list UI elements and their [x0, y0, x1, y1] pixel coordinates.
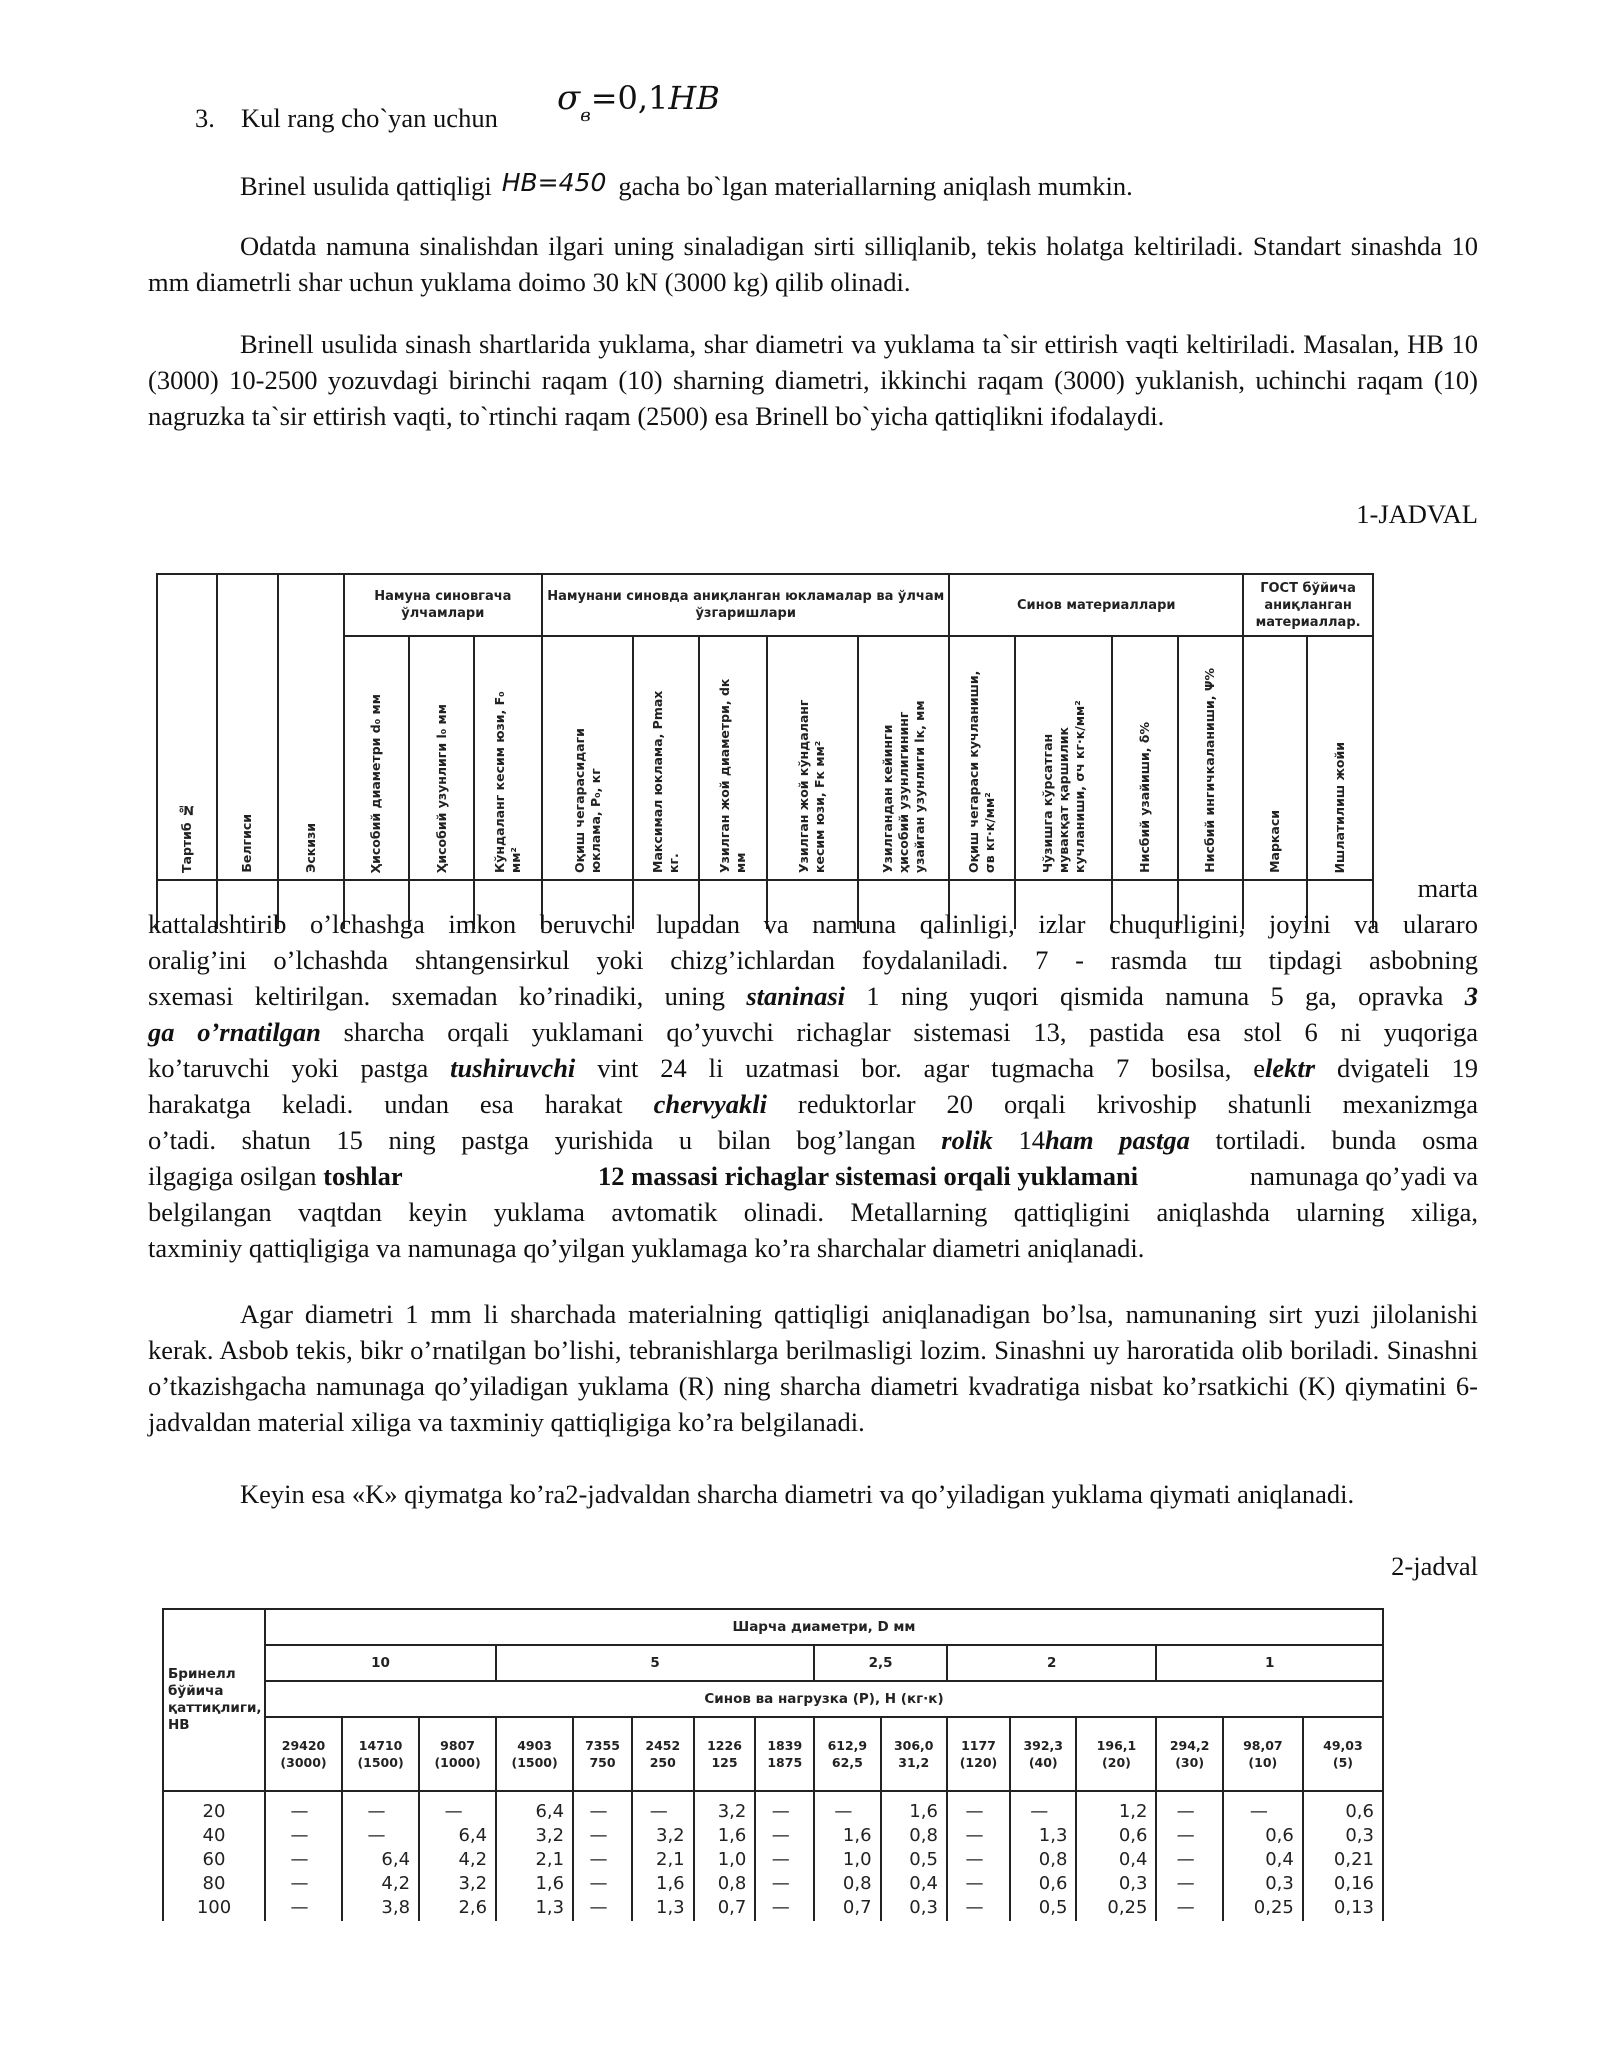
t2-load-value: 294,2	[1169, 1738, 1210, 1753]
t2-load-value: 7355	[585, 1738, 620, 1753]
emph-toshlar: toshlar	[323, 1161, 403, 1191]
t2-load-kg: (1000)	[434, 1755, 481, 1770]
t2-value-cell: 1,0	[842, 1849, 872, 1870]
t2-hb-value: 80	[202, 1873, 226, 1894]
t2-load-kg: 1875	[767, 1755, 803, 1770]
t2-dia-10: 10	[265, 1645, 496, 1681]
t2-load-kg: (3000)	[280, 1755, 327, 1770]
col-dk-label: Узилган жой диаметри, dк мм	[716, 678, 748, 873]
table2-caption: 2-jadval	[1391, 1551, 1478, 1581]
col-sigma-v	[949, 636, 1015, 880]
t2-load-cell	[632, 1717, 694, 1791]
col-sigma-ch-label: Чўзишга кўрсатган мувакқат қаршилик кучланиши, σч кг·к/мм²	[1039, 700, 1087, 873]
col-sketch	[278, 574, 343, 880]
para3-l3a: sxemasi keltirilgan. sxemadan ko’rinadiki, uning	[148, 981, 725, 1011]
t2-dia-2: 2	[947, 1645, 1157, 1681]
t2-load-kg: 31,2	[898, 1755, 930, 1770]
t2-value-cell: —	[771, 1897, 790, 1918]
col-pmax-label: Максимал юклама, Pmax кг.	[650, 690, 682, 873]
paragraph-3	[148, 906, 1478, 1266]
sigma-symbol: σ	[557, 78, 581, 118]
t2-load-cell	[1156, 1717, 1222, 1791]
t2-value-cell: 2,1	[656, 1849, 685, 1870]
t2-diameter-header: Шарча диаметри, D мм	[265, 1609, 1383, 1645]
t2-value-cell: 0,25	[1107, 1897, 1148, 1918]
t2-value-cell: —	[290, 1825, 309, 1846]
t2-value-cell: —	[965, 1825, 984, 1846]
t2-value-cell: —	[771, 1873, 790, 1894]
t2-load-value: 1839	[767, 1738, 803, 1753]
col-lk-label: Узилгандан кейинги ҳисобий узунлигининг узайган узунлиги lк, мм	[879, 700, 927, 873]
col-l0	[409, 636, 474, 880]
para3-l6a: harakatga keladi. undan esa harakat	[148, 1089, 623, 1119]
t2-value-cell: 1,0	[717, 1849, 747, 1870]
t2-value-cell: —	[290, 1801, 309, 1822]
t2-value-cell: 0,3	[1265, 1873, 1294, 1894]
t2-value-cell: —	[290, 1873, 309, 1894]
t2-load-cell	[1076, 1717, 1156, 1791]
table1-caption: 1-JADVAL	[1356, 499, 1478, 529]
t2-value-cell: 0,3	[1345, 1825, 1374, 1846]
t2-value-cell: 0,8	[909, 1825, 938, 1846]
t2-load-kg: (20)	[1102, 1755, 1131, 1770]
para3-line-9: belgilangan vaqtdan keyin yuklama avtomatik olinadi. Metallarning qattiqligini aniqlashda ularning xiliga,	[148, 1197, 1478, 1227]
para3-line-3	[148, 978, 1478, 1014]
t2-value-cell: —	[965, 1873, 984, 1894]
t2-value-cell: 1,2	[1118, 1801, 1148, 1822]
para3-line-2: oralig’ini o’lchashda shtangensirkul yoki chizg’ichlardan foydalaniladi. 7 - rasmda tш tipdagi asbobning	[148, 945, 1478, 975]
para3-l7c: tortiladi. bunda osma	[1215, 1125, 1479, 1155]
t2-load-value: 14710	[358, 1738, 403, 1753]
t2-value-cell: —	[589, 1849, 608, 1870]
t2-value-cell: —	[1176, 1825, 1195, 1846]
t2-value-cell: 0,8	[1038, 1849, 1068, 1870]
t2-value-column	[1076, 1791, 1156, 1921]
t2-value-cell: —	[367, 1825, 386, 1846]
t2-value-cell: —	[1176, 1849, 1195, 1870]
col-sigma-ch	[1015, 636, 1112, 880]
t2-value-cell: 0,16	[1333, 1873, 1374, 1894]
t2-value-cell: 1,3	[1038, 1825, 1068, 1846]
t2-load-value: 1226	[707, 1738, 742, 1753]
t2-value-cell: 0,3	[1118, 1873, 1148, 1894]
t2-load-cell	[496, 1717, 573, 1791]
t2-value-cell: 1,3	[535, 1897, 565, 1918]
t2-value-column	[1010, 1791, 1076, 1921]
t2-load-value: 392,3	[1023, 1738, 1064, 1753]
table-2-frame	[150, 1600, 1400, 1945]
para3-l8a: ilgagiga osilgan	[148, 1161, 317, 1191]
brinel-before: Brinel usulida qattiqligi	[240, 171, 492, 201]
col-usage-label: Ишлатилиш жойи	[1332, 741, 1347, 873]
t2-dia-5: 5	[496, 1645, 814, 1681]
t2-load-value: 2452	[645, 1738, 681, 1753]
col-sketch-label: Эскизи	[302, 823, 318, 873]
marta-word: marta	[1417, 873, 1478, 903]
t2-load-kg: 750	[589, 1755, 616, 1770]
emph-ham-pastga: ham pastga	[1044, 1125, 1190, 1155]
formula-rest: =0,1	[590, 79, 669, 117]
t2-value-cell: —	[965, 1801, 984, 1822]
t2-load-cell	[419, 1717, 496, 1791]
group-gost: ГОСТ бўйича аниқланган материаллар.	[1243, 574, 1373, 636]
t2-value-cell: 0,6	[1265, 1825, 1294, 1846]
t2-value-cell: 0,7	[842, 1897, 872, 1918]
list-item-3	[195, 78, 895, 150]
col-psi-label: Нисбий ингичкаланиши, Ψ%	[1202, 668, 1218, 873]
t2-value-cell: 3,2	[458, 1873, 488, 1894]
col-fk	[767, 636, 858, 880]
para3-line-8	[148, 1158, 1478, 1194]
paragraph-2: Brinell usulida sinash shartlarida yuklama, shar diametri va yuklama ta`sir ettirish vaqti keltiriladi. Masalan, HB 10 (3000) 10-2500 yozuvdagi birinchi raqam (10) sharning diametri, ikkinchi raqam (3000) yuklanish, uchinchi raqam (10) nagruzka ta`sir ettirish vaqti, to`rtinchi raqam (2500) esa Brinell bo`yicha qattiqlikni ifodalaydi.	[148, 329, 1478, 431]
t2-load-cell	[265, 1717, 342, 1791]
para3-l7b: 14	[1018, 1125, 1045, 1155]
t2-load-value: 4903	[517, 1738, 552, 1753]
t2-load-cell	[814, 1717, 880, 1791]
t2-dia-1: 1	[1156, 1645, 1383, 1681]
t2-load-value: 612,9	[827, 1738, 868, 1753]
col-sign	[217, 574, 278, 880]
t2-value-cell: 0,4	[909, 1873, 938, 1894]
t2-value-cell: 6,4	[381, 1849, 411, 1870]
t2-value-cell: —	[589, 1873, 608, 1894]
t2-value-cell: 3,2	[717, 1801, 747, 1822]
t2-load-header: Синов ва нагрузка (P), Н (кг·к)	[265, 1681, 1383, 1717]
table-1	[156, 573, 1374, 929]
t2-load-cell	[342, 1717, 419, 1791]
t2-value-cell: —	[1030, 1801, 1049, 1822]
group-during-test: Намунани синовда аниқланган юкламалар ва ўлчам ўзгаришлари	[542, 574, 949, 636]
t2-value-column	[881, 1791, 947, 1921]
t2-value-column	[1223, 1791, 1303, 1921]
t2-value-cell: 0,7	[717, 1897, 747, 1918]
t2-value-cell: 1,6	[656, 1873, 685, 1894]
brinel-line	[240, 168, 1340, 208]
t2-load-kg: (30)	[1175, 1755, 1205, 1770]
t2-load-kg: (120)	[959, 1755, 998, 1770]
t2-load-cell	[694, 1717, 756, 1791]
t2-value-cell: 0,13	[1333, 1897, 1374, 1918]
t2-load-cell	[881, 1717, 947, 1791]
t2-load-kg: 250	[649, 1755, 676, 1770]
list-text: Kul rang cho`yan uchun	[241, 103, 498, 133]
formula-hb: HB	[668, 79, 720, 117]
t2-value-cell: —	[771, 1849, 790, 1870]
col-sign-label: Белгиси	[239, 814, 255, 873]
t2-value-column	[1156, 1791, 1222, 1921]
emph-ornatilgan: ga o’rnatilgan	[148, 1017, 321, 1047]
t2-value-column	[632, 1791, 694, 1921]
brinel-math: HB=450	[501, 168, 607, 197]
para3-line-5	[148, 1050, 1478, 1086]
t2-load-kg: 125	[711, 1755, 738, 1770]
t2-value-cell: 3,2	[656, 1825, 685, 1846]
t2-value-cell: 0,5	[1038, 1897, 1068, 1918]
t2-load-value: 196,1	[1096, 1738, 1137, 1753]
t2-load-value: 1177	[961, 1738, 996, 1753]
t2-hb-values	[163, 1791, 265, 1921]
t2-value-column	[1303, 1791, 1383, 1921]
t2-load-kg: (1500)	[511, 1755, 558, 1770]
t2-value-cell: —	[771, 1825, 790, 1846]
col-dk	[699, 636, 767, 880]
paragraph-5: Keyin esa «K» qiymatga ko’ra2-jadvaldan sharcha diametri va qo’yiladigan yuklama qiymati aniqlanadi.	[240, 1479, 1355, 1509]
t2-value-cell: 0,3	[909, 1897, 938, 1918]
sigma-subscript: в	[580, 105, 591, 126]
t2-load-kg: (10)	[1248, 1755, 1278, 1770]
group-before-test: Намуна синовгача ўлчамлари	[344, 574, 543, 636]
t2-hb-value: 60	[202, 1849, 226, 1870]
t2-value-cell: 1,6	[909, 1801, 938, 1822]
t2-value-column	[265, 1791, 342, 1921]
t2-value-cell: 3,8	[381, 1897, 411, 1918]
emph-rolik: rolik	[941, 1125, 993, 1155]
t2-hb-header: Бринелл бўйича қаттиқлиги, НВ	[163, 1609, 265, 1791]
t2-value-cell: —	[1176, 1801, 1195, 1822]
t2-value-cell: 0,6	[1038, 1873, 1068, 1894]
t2-load-value: 29420	[281, 1738, 326, 1753]
para3-l8c: namunaga qo’yadi va	[1249, 1161, 1478, 1191]
t2-value-cell: 0,21	[1333, 1849, 1374, 1870]
t2-dia-2-5: 2,5	[814, 1645, 947, 1681]
para3-l5a: ko’taruvchi yoki pastga	[148, 1053, 429, 1083]
t2-value-cell: —	[367, 1801, 386, 1822]
t2-value-cell: —	[1249, 1801, 1268, 1822]
paragraph-4: Agar diametri 1 mm li sharchada materialning qattiqligi aniqlanadigan bo’lsa, namunaning sirt yuzi jilolanishi kerak. Asbob tekis, bikr o’rnatilgan bo’lishi, tebranishlarga berilmasligi lozim. Sinashni uy haroratida olib boriladi. Sinashni o’tkazishgacha namunaga qo’yiladigan yuklama (R) ning sharcha diametri kvadratiga nisbat ko’rsatkichi (K) qiymatini 6-jadvaldan material xiliga va taxminiy qattiqligiga ko’ra belgilanadi.	[148, 1299, 1478, 1437]
col-d0	[344, 636, 409, 880]
col-delta-label: Нисбий узайиши, δ%	[1137, 722, 1153, 873]
t2-load-kg: (5)	[1332, 1755, 1353, 1770]
t2-value-column	[755, 1791, 814, 1921]
t2-value-column	[342, 1791, 419, 1921]
t2-value-cell: 0,4	[1118, 1849, 1148, 1870]
t2-load-value: 98,07	[1243, 1738, 1283, 1753]
col-l0-label: Ҳисобий узунлиги l₀ мм	[433, 703, 449, 873]
t2-value-cell: 0,6	[1345, 1801, 1374, 1822]
t2-value-cell: —	[589, 1825, 608, 1846]
t2-load-cell	[1010, 1717, 1076, 1791]
t2-value-cell: 2,1	[535, 1849, 565, 1870]
emph-massasi: 12 massasi richaglar sistemasi orqali yuklamani	[598, 1161, 1139, 1191]
col-p0-label: Оқиш чегарасидаги юклама, P₀, кг	[571, 728, 603, 873]
t2-value-column	[814, 1791, 880, 1921]
emph-staninasi: staninasi	[746, 981, 846, 1011]
t2-value-column	[573, 1791, 632, 1921]
t2-value-cell: —	[771, 1801, 790, 1822]
t2-value-cell: 6,4	[458, 1825, 488, 1846]
t2-value-cell: —	[965, 1897, 984, 1918]
para3-l5c: dvigateli 19	[1336, 1053, 1479, 1083]
list-number: 3.	[195, 103, 215, 133]
t2-value-column	[947, 1791, 1010, 1921]
col-f0	[474, 636, 542, 880]
t2-value-cell: 1,6	[717, 1825, 747, 1846]
t2-value-cell: 4,2	[381, 1873, 411, 1894]
t2-load-cell	[1223, 1717, 1303, 1791]
t2-value-column	[419, 1791, 496, 1921]
paragraph-1: Odatda namuna sinalishdan ilgari uning sinaladigan sirti silliqlanib, tekis holatga keltiriladi. Standart sinashda 10 mm diametrli shar uchun yuklama doimo 30 kN (3000 kg) qilib olinadi.	[148, 231, 1478, 297]
t2-value-column	[694, 1791, 756, 1921]
t2-value-cell: —	[589, 1801, 608, 1822]
t2-value-cell: 1,3	[656, 1897, 685, 1918]
t2-hb-value: 20	[202, 1801, 226, 1822]
col-psi	[1178, 636, 1243, 880]
para3-l4b: sharcha orqali yuklamani qo’yuvchi richaglar sistemasi 13, pastida esa stol 6 ni yuqoriga	[343, 1017, 1478, 1047]
t2-value-cell: —	[444, 1801, 463, 1822]
col-brand	[1243, 636, 1307, 880]
t2-body-row	[163, 1791, 1383, 1921]
para3-line-1: kattalashtirib o’lchashga imkon beruvchi lupadan va namuna qalinligi, izlar chuqurligini, joyini va ulararo	[148, 909, 1478, 939]
t2-value-cell: 3,2	[535, 1825, 565, 1846]
t2-load-kg: (40)	[1028, 1755, 1058, 1770]
t2-value-cell: —	[1176, 1873, 1195, 1894]
t2-load-value: 9807	[440, 1738, 475, 1753]
para3-l7a: o’tadi. shatun 15 ning pastga yurishida u bilan bog’langan	[148, 1125, 916, 1155]
t2-value-cell: 2,6	[458, 1897, 488, 1918]
t2-hb-value: 40	[202, 1825, 226, 1846]
t2-value-cell: 6,4	[535, 1801, 565, 1822]
col-d0-label: Ҳисобий диаметри d₀ мм	[368, 693, 384, 873]
col-p0	[542, 636, 633, 880]
t2-value-column	[496, 1791, 573, 1921]
t2-value-cell: 0,5	[909, 1849, 938, 1870]
col-number	[157, 574, 217, 880]
table-2	[162, 1608, 1384, 1921]
col-fk-label: Узилган жой кўндаланг кесим юзи, Fк мм²	[796, 699, 828, 873]
t2-value-cell: —	[649, 1801, 668, 1822]
t2-value-cell: —	[290, 1849, 309, 1870]
col-brand-label: Маркаси	[1267, 810, 1283, 873]
col-usage	[1307, 636, 1373, 880]
t2-load-cell	[755, 1717, 814, 1791]
t2-value-cell: —	[965, 1849, 984, 1870]
emph-three: 3	[1464, 981, 1479, 1011]
t2-load-cell	[573, 1717, 632, 1791]
group-test-materials: Синов материаллари	[949, 574, 1243, 636]
t2-value-cell: 1,6	[842, 1825, 872, 1846]
t2-value-cell: 0,8	[717, 1873, 747, 1894]
para3-line-7	[148, 1122, 1478, 1158]
col-sigma-v-label: Оқиш чегараси кучланиши, σв кг·к/мм²	[966, 670, 998, 873]
col-number-label: Тартиб №	[178, 803, 194, 873]
t2-loads-row	[163, 1717, 1383, 1791]
t2-value-cell: —	[589, 1897, 608, 1918]
t2-value-cell: 0,4	[1265, 1849, 1294, 1870]
t2-load-value: 306,0	[893, 1738, 934, 1753]
t2-value-cell: 1,6	[535, 1873, 565, 1894]
para3-l3b: 1 ning yuqori qismida namuna 5 ga, opravka	[866, 981, 1444, 1011]
t2-value-cell: 0,6	[1118, 1825, 1148, 1846]
para3-l5b: vint 24 li uzatmasi bor. agar tugmacha 7 bosilsa, e	[597, 1053, 1265, 1083]
para3-line-10: taxminiy qattiqligiga va namunaga qo’yilgan yuklamaga ko’ra sharchalar diametri aniqlanadi.	[148, 1233, 1145, 1263]
col-f0-label: Кўндаланг кесим юзи, F₀ мм²	[492, 691, 524, 873]
emph-lektr: lektr	[1265, 1053, 1316, 1083]
formula-sigma	[557, 78, 720, 126]
t2-value-cell: —	[290, 1897, 309, 1918]
emph-tushiruvchi: tushiruvchi	[450, 1053, 576, 1083]
t2-value-cell: 0,8	[842, 1873, 872, 1894]
emph-chervyakli: chervyakli	[653, 1089, 767, 1119]
t2-load-kg: (1500)	[357, 1755, 404, 1770]
para3-line-4	[148, 1014, 1478, 1050]
col-delta	[1112, 636, 1177, 880]
t2-load-cell	[1303, 1717, 1383, 1791]
col-lk	[858, 636, 949, 880]
t2-value-cell: —	[834, 1801, 853, 1822]
t2-value-cell: 0,25	[1253, 1897, 1294, 1918]
para3-l6b: reduktorlar 20 orqali krivoship shatunli mexanizmga	[797, 1089, 1478, 1119]
col-pmax	[633, 636, 699, 880]
t2-value-cell: —	[1176, 1897, 1195, 1918]
t2-value-cell: 4,2	[458, 1849, 488, 1870]
t2-load-cell	[947, 1717, 1010, 1791]
t2-load-value: 49,03	[1323, 1738, 1363, 1753]
brinel-after: gacha bo`lgan materiallarning aniqlash mumkin.	[618, 171, 1133, 201]
t2-hb-value: 100	[196, 1897, 232, 1918]
t2-load-kg: 62,5	[831, 1755, 863, 1770]
para3-line-6	[148, 1086, 1478, 1122]
